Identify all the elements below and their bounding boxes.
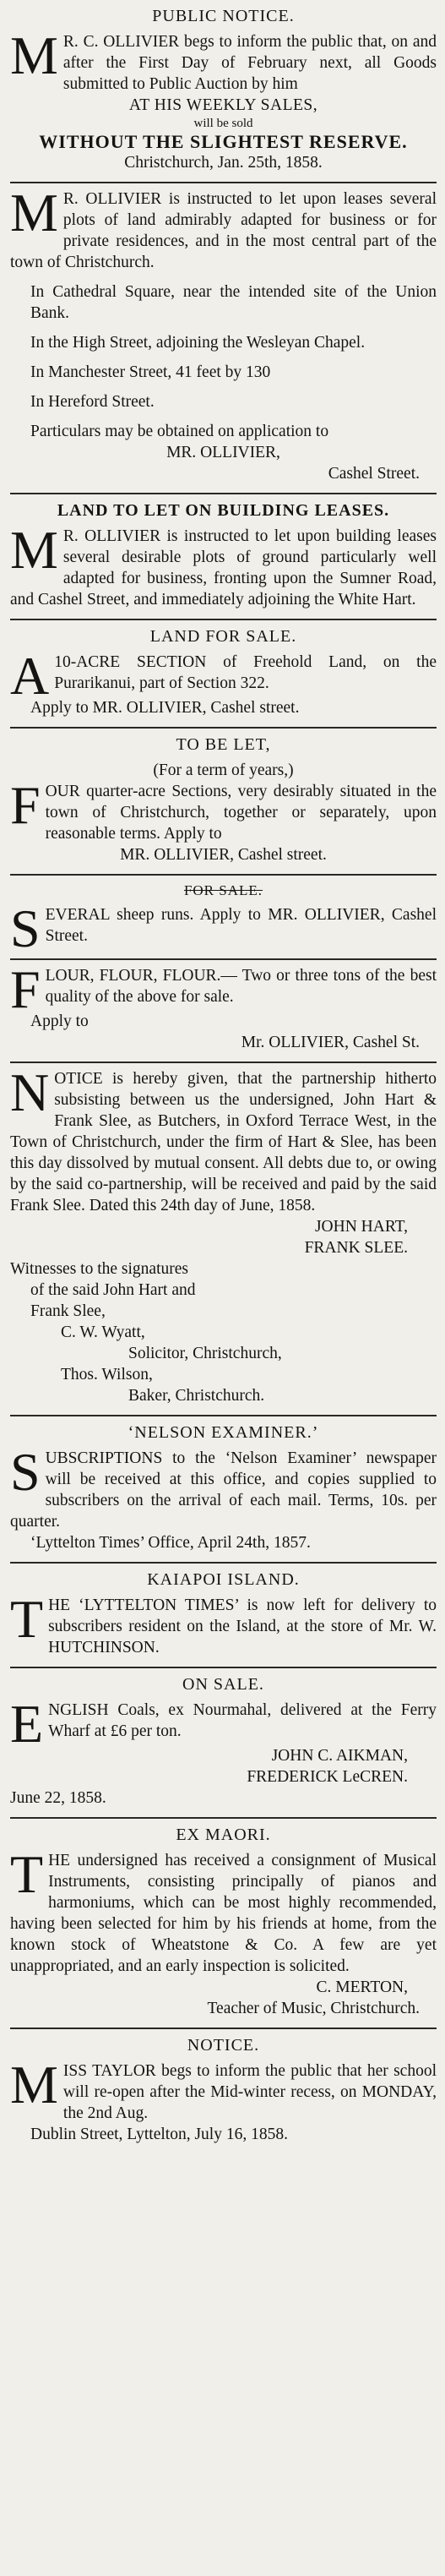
site-high-street: In the High Street, adjoining the Wesleyan Chapel.: [30, 334, 366, 352]
notice-land-for-sale: [10, 620, 437, 729]
advert-body: [10, 520, 437, 610]
site-manchester: In Manchester Street, 41 feet by 130: [30, 363, 271, 381]
site-hereford: In Hereford Street.: [30, 393, 155, 411]
notice-partnership-dissolved: [10, 1063, 437, 1416]
signatory-merton: C. MERTON,: [316, 1978, 408, 1996]
notice-kaiapoi-island: [10, 1564, 437, 1668]
drop-cap: M: [10, 183, 58, 243]
drop-cap: T: [10, 1589, 44, 1649]
site-cathedral: In Cathedral Square, near the intended site of the Union Bank.: [30, 283, 437, 322]
sales-line: AT HIS WEEKLY SALES,: [128, 96, 318, 114]
drop-cap: S: [10, 1442, 41, 1502]
office-footer: ‘Lyttelton Times’ Office, April 24th, 1857.: [30, 1534, 311, 1552]
term-line: (For a term of years,): [153, 761, 294, 779]
witness-line: Witnesses to the signatures: [10, 1260, 188, 1278]
notice-to-be-let: [10, 729, 437, 876]
particulars-line: Particulars may be obtained on application to: [30, 423, 329, 440]
signature-name: MR. OLLIVIER,: [166, 444, 280, 461]
advert-body: [10, 959, 437, 1019]
notice-ollivier-auction: [10, 0, 437, 183]
body-text: UBSCRIPTIONS to the ‘Nelson Examiner’ newspaper will be received at this office, and copies supplied to subscribers on the arrival of each mail. Terms, 10s. per quarter.: [10, 1449, 437, 1531]
drop-cap: F: [10, 959, 41, 1019]
heading-to-be-let: TO BE LET,: [176, 735, 271, 754]
witness-line: Frank Slee,: [30, 1302, 106, 1320]
heading-land-for-sale: LAND FOR SALE.: [149, 627, 297, 646]
apply-line: Apply to: [30, 1012, 89, 1030]
address-footer: Dublin Street, Lyttelton, July 16, 1858.: [30, 2126, 288, 2143]
notice-english-coals: [10, 1668, 437, 1819]
heading-public-notice: PUBLIC NOTICE.: [152, 7, 295, 25]
witness-title: Solicitor, Christchurch,: [128, 1345, 282, 1362]
drop-cap: S: [10, 898, 41, 958]
reserve-line: WITHOUT THE SLIGHTEST RESERVE.: [39, 131, 408, 152]
apply-line: Apply to MR. OLLIVIER, Cashel street.: [30, 699, 300, 717]
notice-miss-taylor: [10, 2029, 437, 2153]
advert-body: [10, 1844, 437, 1977]
body-text: R. OLLIVIER is instructed to let upon building leases several desirable plots of ground particularly well adapted for business, fronting upon the Sumner Road, and Cashel Street, and immediately adjoining the White Hart.: [10, 527, 437, 609]
heading-nelson-examiner: ‘NELSON EXAMINER.’: [128, 1423, 319, 1442]
signatory-lecren: FREDERICK LeCREN.: [247, 1768, 408, 1786]
heading-kaiapoi: KAIAPOI ISLAND.: [147, 1570, 300, 1589]
witness-name: C. W. Wyatt,: [61, 1323, 145, 1341]
body-text: OTICE is hereby given, that the partnership hitherto subsisting between us the undersigned, John Hart & Frank Slee, as Butchers, in Oxford Terrace West, in the Town of Christchurch, under the firm of Hart & Slee, has been this day dissolved by mutual consent. All debts due to, or owing by the said co-partnership, will be received and paid by the said Frank Slee. Dated this 24th day of June, 1858.: [10, 1070, 437, 1214]
heading-building-leases: LAND TO LET ON BUILDING LEASES.: [57, 501, 390, 520]
sold-line: will be sold: [193, 117, 253, 130]
body-text: LOUR, FLOUR, FLOUR.— Two or three tons of the best quality of the above for sale.: [45, 967, 437, 1006]
body-text: R. C. OLLIVIER begs to inform the public that, on and after the First Day of February next, all Goods submitted to Public Auction by him: [62, 33, 437, 93]
advert-body: [10, 775, 437, 844]
heading-for-sale: FOR SALE.: [183, 882, 263, 898]
heading-notice: NOTICE.: [187, 2036, 260, 2055]
advert-body: [10, 898, 437, 958]
drop-cap: M: [10, 520, 58, 580]
body-text: HE ‘LYTTELTON TIMES’ is now left for delivery to subscribers resident on the Island, at the store of Mr. W. HUTCHINSON.: [48, 1596, 437, 1656]
body-text: R. OLLIVIER is instructed to let upon leases several plots of land admirably adapted for business or for private residences, and in the most central part of the town of Christchurch.: [10, 190, 437, 271]
witness-name: Thos. Wilson,: [61, 1366, 153, 1384]
drop-cap: M: [10, 2055, 58, 2115]
drop-cap: N: [10, 1062, 50, 1122]
heading-ex-maori: EX MAORI.: [176, 1826, 271, 1844]
advert-body: [10, 646, 437, 706]
signature-line: MR. OLLIVIER, Cashel street.: [120, 846, 327, 864]
notice-nelson-examiner: [10, 1416, 437, 1564]
body-text: NGLISH Coals, ex Nourmahal, delivered at the Ferry Wharf at £6 per ton.: [48, 1701, 437, 1740]
body-text: HE undersigned has received a consignment of Musical Instruments, consisting principally of pianos and harmoniums, which can be most highly recommended, having been selected for him by his friends at home, from the known stock of Wheatstone & Co. A few are yet unappropriated, and an early inspection is solicited.: [10, 1852, 437, 1975]
advert-body: [10, 1442, 437, 1532]
notice-ex-maori: [10, 1819, 437, 2029]
drop-cap: A: [10, 646, 50, 706]
advert-body: [10, 1694, 437, 1754]
notice-leases-town: [10, 183, 437, 494]
signature-line: Mr. OLLIVIER, Cashel St.: [241, 1034, 420, 1051]
signatory-slee: FRANK SLEE.: [304, 1239, 408, 1257]
drop-cap: E: [10, 1694, 44, 1754]
advert-body: [10, 183, 437, 273]
notice-sheep-runs: [10, 876, 437, 960]
body-text: 10-ACRE SECTION of Freehold Land, on the Purarikanui, part of Section 322.: [54, 653, 437, 692]
signature-address: Cashel Street.: [328, 465, 420, 483]
signatory-title: Teacher of Music, Christchurch.: [207, 2000, 420, 2017]
drop-cap: M: [10, 25, 58, 85]
drop-cap: F: [10, 775, 41, 835]
witness-line: of the said John Hart and: [30, 1281, 196, 1299]
date-line: June 22, 1858.: [10, 1789, 106, 1807]
date-line: Christchurch, Jan. 25th, 1858.: [124, 154, 323, 172]
signatory-aikman: JOHN C. AIKMAN,: [271, 1747, 408, 1765]
notice-flour: [10, 960, 437, 1063]
body-text: ISS TAYLOR begs to inform the public that her school will re-open after the Mid-winter recess, on MONDAY, the 2nd Aug.: [62, 2062, 437, 2122]
heading-on-sale: ON SALE.: [182, 1675, 264, 1694]
body-text: EVERAL sheep runs. Apply to MR. OLLIVIER, Cashel Street.: [45, 906, 437, 945]
notice-building-leases: [10, 494, 437, 620]
advert-body: [10, 2055, 437, 2124]
signatory-hart: JOHN HART,: [314, 1218, 408, 1236]
advert-body: [10, 25, 437, 95]
advert-body: [10, 1062, 437, 1216]
drop-cap: T: [10, 1844, 44, 1904]
witness-title: Baker, Christchurch.: [128, 1387, 265, 1405]
advert-body: [10, 1589, 437, 1658]
body-text: OUR quarter-acre Sections, very desirably situated in the town of Christchurch, together or separately, upon reasonable terms. Apply to: [45, 783, 437, 843]
